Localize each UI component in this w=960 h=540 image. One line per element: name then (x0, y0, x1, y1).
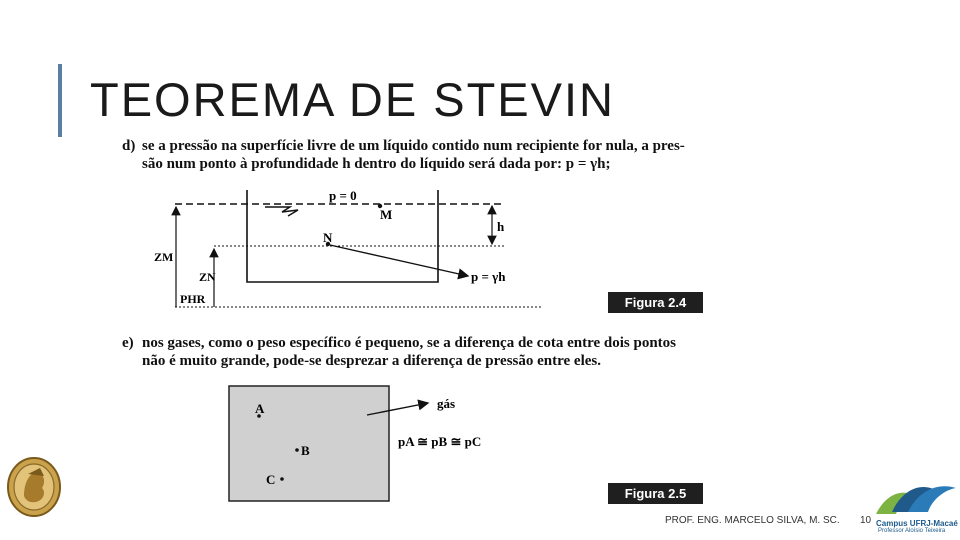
surface-pressure-label: p = 0 (329, 188, 357, 203)
campus-subtitle: Professor Aloísio Teixeira (878, 528, 946, 534)
point-c-label: C (266, 472, 276, 487)
point-a-label: A (255, 401, 265, 416)
item-d-line-1: se a pressão na superfície livre de um líquido contido num recipiente for nula, a pres- (142, 138, 685, 154)
item-e-paragraph (122, 334, 714, 370)
footer-author: PROF. ENG. MARCELO SILVA, M. SC. (665, 515, 840, 526)
point-c (280, 477, 284, 481)
campus-name: Campus UFRJ-Macaé (876, 519, 958, 528)
university-seal-icon (6, 456, 62, 518)
surface-symbol (265, 207, 298, 216)
figure-2-4-label: Figura 2.4 (608, 292, 703, 313)
figure-2-5-label: Figura 2.5 (608, 483, 703, 504)
item-d-marker: d) (122, 138, 136, 154)
item-d-line-2: são num ponto à profundidade h dentro do líquido será dada por: p = γh; (142, 156, 611, 172)
item-e-line-1: nos gases, como o peso específico é pequeno, se a diferença de cota entre dois pontos (142, 335, 676, 351)
point-b (295, 448, 299, 452)
depth-label: h (497, 219, 505, 234)
point-b-label: B (301, 443, 310, 458)
campus-logo-icon (872, 474, 958, 520)
zm-label: ZM (154, 250, 174, 264)
phr-label: PHR (180, 292, 206, 306)
pressure-n-label: p = γh (471, 269, 506, 284)
gas-label: gás (437, 396, 456, 411)
slide-title: TEOREMA DE STEVIN (90, 73, 615, 126)
page-number: 10 (860, 515, 872, 526)
point-m-label: M (380, 207, 393, 222)
pressure-relation-label: pA ≅ pB ≅ pC (398, 434, 482, 449)
point-n-label: N (323, 230, 333, 245)
item-e-marker: e) (122, 335, 134, 351)
pressure-arrow (330, 245, 468, 276)
zn-label: ZN (199, 270, 216, 284)
item-e-line-2: não é muito grande, pode-se desprezar a diferença de pressão entre eles. (142, 353, 601, 369)
